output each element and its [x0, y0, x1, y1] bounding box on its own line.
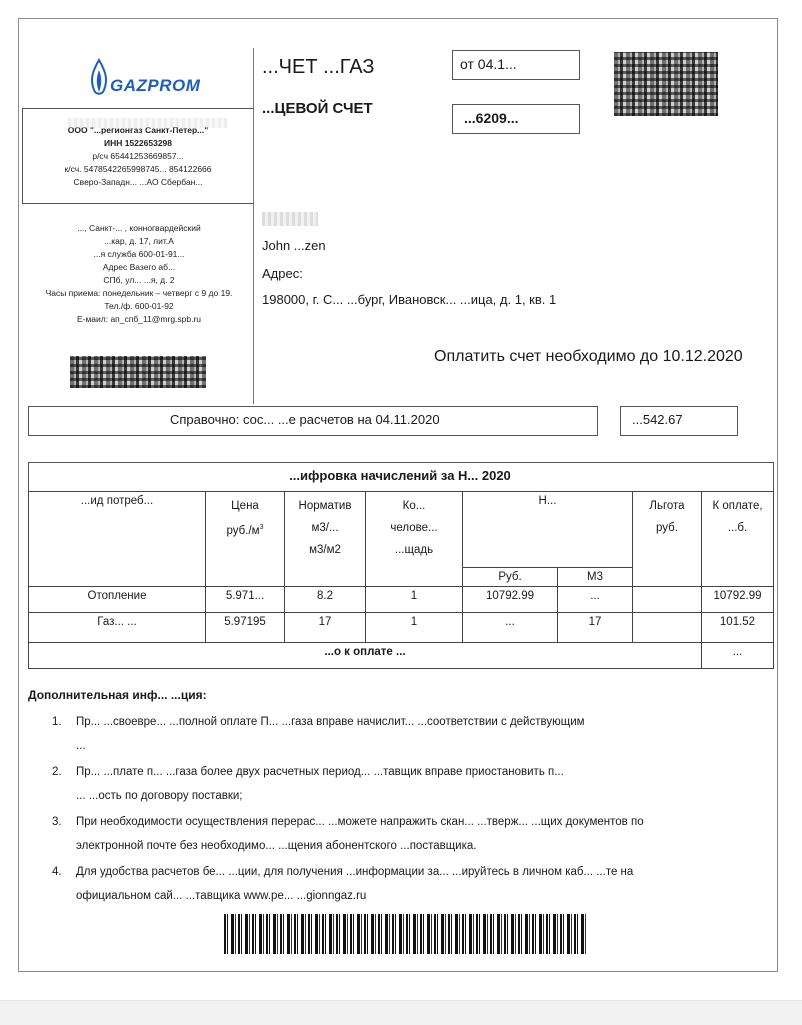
- header-service-text: ...ид потреб...: [80, 495, 154, 507]
- payer-name-label: [262, 212, 318, 226]
- row2-price: 5.97195: [206, 613, 285, 643]
- additional-info-list: [28, 710, 768, 910]
- header-topay-text: К оплате,: [712, 500, 763, 512]
- row2-benefit: [633, 613, 702, 643]
- header-accrued: [463, 492, 633, 568]
- item2-line1: Пр... ...плате п... ...газа более двух расчетных период... ...тавщик вправе приостановить п...: [76, 766, 564, 778]
- reference-amount: ...542.67: [632, 412, 683, 427]
- due-date-notice: Оплатить счет необходимо до 10.12.2020: [434, 348, 743, 365]
- account-number: ...6209...: [464, 110, 519, 126]
- column-divider: [253, 48, 254, 404]
- header-count-unit1: челове...: [390, 522, 438, 534]
- supplier-ks: к/сч. 5478542265998745... 854122666: [64, 164, 212, 174]
- item4-line2: официальном сай... ...тавщика www.pe... ...gionngaz.ru: [76, 890, 367, 902]
- list-item: [28, 860, 768, 908]
- office-line5: СПб, ул... ...я, д. 2: [103, 275, 175, 285]
- item4-number: 4.: [52, 866, 62, 878]
- header-m3: М3: [558, 568, 633, 587]
- payer-address: 198000, г. С... ...бург, Ивановск... ...ица, д. 1, кв. 1: [262, 292, 557, 307]
- header-rub: Руб.: [463, 568, 558, 587]
- office-line1: ..., Санкт-... , конногвардейский: [77, 223, 201, 233]
- row1-rub: 10792.99: [463, 587, 558, 613]
- row2-m3: 17: [558, 613, 633, 643]
- list-item: [28, 810, 768, 858]
- header-service: [29, 492, 206, 587]
- additional-info-title: Дополнительная инф... ...ция:: [28, 688, 207, 702]
- list-item: [28, 760, 768, 808]
- bottom-shade: [0, 1000, 802, 1025]
- row1-price: 5.971...: [206, 587, 285, 613]
- payer-name: John ...zen: [262, 238, 326, 253]
- table-row: [29, 613, 774, 643]
- item4-line1: Для удобства расчетов бе... ...ции, для получения ...информации за... ...ируйтесь в личном каб... ...те на: [76, 866, 634, 878]
- reference-text: Справочно: сос... ...е расчетов на 04.11.2020: [170, 412, 440, 427]
- list-item: [28, 710, 768, 758]
- header-price-text: Цена: [231, 500, 259, 512]
- header-price-sup: 3: [259, 524, 264, 531]
- gazprom-logo-text: GAZPROM: [110, 76, 201, 95]
- header-norm: [285, 492, 366, 587]
- row2-topay: 101.52: [702, 613, 774, 643]
- office-line2: ...кар, д. 17, лит.А: [104, 236, 174, 246]
- supplier-name: ООО "...регионгаз Санкт-Петер...": [67, 125, 209, 135]
- supplier-inn: ИНН 1522653298: [103, 138, 173, 148]
- supplier-rs: р/сч 65441253669857...: [92, 151, 184, 161]
- row2-norm: 17: [285, 613, 366, 643]
- row1-service: Отопление: [29, 587, 206, 613]
- gazprom-logo: [88, 58, 201, 102]
- table-row: [29, 587, 774, 613]
- row1-benefit: [633, 587, 702, 613]
- top-right-qr-image: [614, 52, 718, 116]
- row2-rub: ...: [463, 613, 558, 643]
- row1-count: 1: [366, 587, 463, 613]
- left-barcode-image: [70, 356, 206, 388]
- header-benefit-unit: руб.: [656, 522, 678, 534]
- header-accrued-text: Н...: [538, 495, 557, 507]
- item1-line1: Пр... ...своевре... ...полной оплате П... ...газа вправе начислит... ...соответствии с действующим: [76, 716, 585, 728]
- charges-title: ...ифровка начислений за Н... 2020: [289, 468, 511, 483]
- row1-norm: 8.2: [285, 587, 366, 613]
- header-norm-unit1: м3/...: [311, 522, 339, 534]
- office-hours: Часы приема: понедельник – четверг с 9 до 19.: [45, 288, 233, 298]
- total-row: [29, 643, 774, 669]
- office-email: Е-маил: ап_спб_11@mrg.spb.ru: [76, 314, 202, 324]
- item3-line2: электронной почте без необходимо... ...щения абонентского ...поставщика.: [76, 840, 477, 852]
- total-value: ...: [702, 643, 774, 669]
- header-topay-unit: ...б.: [727, 522, 748, 534]
- row1-topay: 10792.99: [702, 587, 774, 613]
- charges-table: [28, 491, 774, 669]
- office-line4: Адрес Вазего аб...: [102, 262, 176, 272]
- account-label: ...ЦЕВОЙ СЧЕТ: [262, 100, 373, 117]
- header-norm-text: Норматив: [298, 500, 352, 512]
- header-count-unit2: ...щадь: [394, 544, 434, 556]
- item1-line2: ...: [76, 740, 86, 752]
- item2-line2: ... ...ость по договору поставки;: [76, 790, 243, 802]
- header-count: [366, 492, 463, 587]
- office-line3: ...я служба 600-01-91...: [93, 249, 185, 259]
- item3-line1: При необходимости осуществления перерас... ...можете напражить скан... ...тверж... ...щих документов по: [76, 816, 644, 828]
- header-price: [206, 492, 285, 587]
- total-label: ...о к оплате ...: [29, 643, 702, 669]
- item3-number: 3.: [52, 816, 62, 828]
- payer-address-label: Адрес:: [262, 266, 303, 281]
- row1-m3: ...: [558, 587, 633, 613]
- header-price-unit: $руб./м^3$: [226, 524, 264, 537]
- header-count-text: Ко...: [402, 500, 426, 512]
- supplier-bank: Сверо-Западн... ...АО Сбербан...: [73, 177, 203, 187]
- redaction-supplier: [68, 118, 228, 128]
- item1-number: 1.: [52, 716, 62, 728]
- bottom-barcode-image: [224, 914, 586, 954]
- row2-count: 1: [366, 613, 463, 643]
- header-topay: [702, 492, 774, 587]
- invoice-date: от 04.1...: [460, 56, 517, 72]
- gazprom-flame-icon: [88, 58, 110, 98]
- header-norm-unit2: м3/м2: [309, 544, 341, 556]
- office-phone: Тел./ф. 600-01-92: [104, 301, 174, 311]
- item2-number: 2.: [52, 766, 62, 778]
- row2-service: Газ... ...: [29, 613, 206, 643]
- invoice-title: ...ЧЕТ ...ГАЗ: [262, 56, 375, 78]
- header-benefit-text: Льгота: [649, 500, 685, 512]
- header-benefit: [633, 492, 702, 587]
